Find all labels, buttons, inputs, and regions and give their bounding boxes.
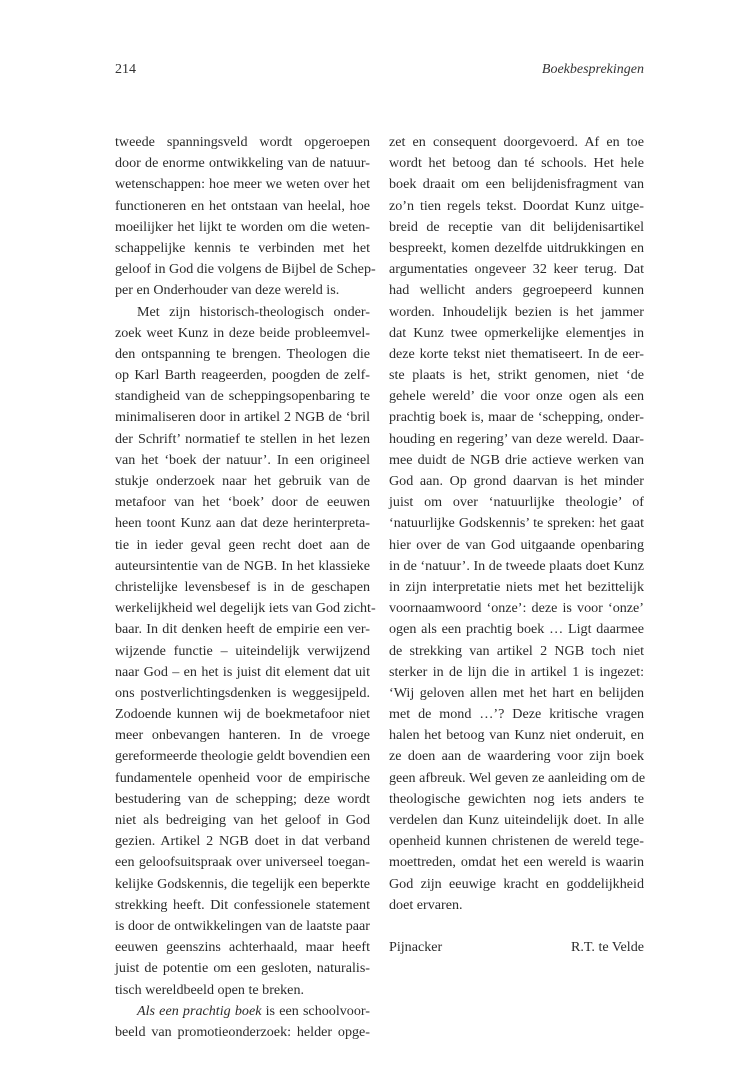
text-line: hier over de van God uitgaande openbaring <box>389 536 644 553</box>
text-line: gereformeerde theologie geldt bovendien een <box>115 748 371 765</box>
text-line: is door de ontwikkelingen van de laatste paar <box>115 917 370 934</box>
text-line: mee duidt de NGB drie actieve werken van <box>389 451 644 468</box>
text-line: sterker in de lijn die in artikel 1 is ingezet: <box>389 663 644 680</box>
text-line: zoek weet Kunz in deze beide probleemvel- <box>115 324 370 341</box>
text-line: ze doen aan de waardering voor zijn boek <box>389 748 644 765</box>
text-line: kelijke Godskennis, die tegelijk een beperkte <box>115 875 370 892</box>
text-line: had wellicht anders gegroepeerd kunnen <box>389 282 644 299</box>
text-line: geen afbreuk. Wel geven ze aanleiding om de <box>389 769 646 786</box>
text-line: wijzende functie – uiteindelijk verwijzend <box>115 642 370 659</box>
text-line: Met zijn historisch-theologisch onder- <box>137 303 370 320</box>
text-line: van het ‘boek der natuur’. In een origineel <box>115 451 370 468</box>
text-line: schappelijke kennis te verbinden met het <box>115 239 370 256</box>
text-line: juist om over ‘natuurlijke theologie’ of <box>389 494 644 511</box>
text-line: wordt het betoog dan té schools. Het hele <box>389 155 644 172</box>
text-line: doet ervaren. <box>389 896 463 913</box>
text-line: geloof in God die volgens de Bijbel de Schep- <box>115 261 376 278</box>
text-line: ogen als een prachtig boek … Ligt daarmee <box>389 621 644 638</box>
text-line: dat Kunz twee opmerkelijke elementjes in <box>389 324 644 341</box>
text-line: ste plaats is het, strikt genomen, niet ‘de <box>389 367 644 384</box>
text-line: deze korte tekst niet thematiseert. In de eer- <box>389 345 644 362</box>
text-line: eeuwen geenszins achterhaald, maar heeft <box>115 939 370 956</box>
text-line: baar. In dit denken heeft de empirie een ver- <box>115 621 370 638</box>
text-line: metafoor van het ‘boek’ door de eeuwen <box>115 494 370 511</box>
text-line: wetenschappen: hoe meer we weten over het <box>115 176 370 193</box>
text-line: God aan. Op grond daarvan is het minder <box>389 473 644 489</box>
text-line: ons postverlichtingsdenken is weggesijpeld. <box>115 684 370 701</box>
text-line: tweede spanningsveld wordt opgeroepen <box>115 134 370 150</box>
text-line: bestudering van de schepping; deze wordt <box>115 790 370 807</box>
text-line: op Karl Barth reageerden, poogden de zelf- <box>115 367 370 384</box>
text-line: strekking heeft. Dit confessionele statement <box>115 896 370 913</box>
text-line: functioneren en het ontstaan van heelal, hoe <box>115 197 370 214</box>
text-line: gezien. Artikel 2 NGB doet in dat verband <box>115 833 370 850</box>
text-line: naar God – en het is juist dit element dat uit <box>115 663 370 680</box>
text-line: moeilijker het lijkt te worden om die weten- <box>115 218 370 235</box>
text-line: ‘natuurlijke Godskennis’ te spreken: het gaat <box>389 515 644 532</box>
text-line: Zodoende kunnen wij de boekmetafoor niet <box>115 706 370 723</box>
text-line: in de ‘natuur’. In de tweede plaats doet Kunz <box>389 557 644 574</box>
text-line: in zijn interpretatie niets met het bezittelijk <box>389 578 644 595</box>
text-line: der Schrift’ normatief te stellen in het lezen <box>115 430 370 447</box>
text-line: theologische gewichten nog iets anders te <box>389 790 644 807</box>
text-line: openheid kunnen christenen de wereld tege- <box>389 833 644 850</box>
text-line: tie in ieder geval geen recht doet aan de <box>115 536 370 553</box>
text-line: de strekking van artikel 2 NGB toch niet <box>389 642 644 659</box>
text-line: argumentaties ongeveer 32 keer terug. Dat <box>389 261 644 278</box>
signature-author: R.T. te Velde <box>570 939 644 956</box>
text-line: gehele wereld’ die voor onze ogen als een <box>389 388 644 405</box>
text-line: houding en regering’ van deze wereld. Daar- <box>389 430 644 447</box>
text-line: verdelen dan Kunz uiteindelijk doet. In alle <box>389 812 644 828</box>
text-line: auteursintentie van de NGB. In het klassieke <box>115 557 370 574</box>
text-line: standigheid van de scheppingsopenbaring te <box>115 388 370 405</box>
text-line: heen toont Kunz aan dat deze herinterpreta- <box>115 515 370 532</box>
text-line: beeld van promotieonderzoek: helder opge- <box>115 1023 370 1040</box>
text-line: den ontspanning te brengen. Theologen die <box>115 345 370 362</box>
text-line: niet als bedreiging van het geloof in God <box>115 812 370 828</box>
text-line: boek draait om een belijdenisfragment van <box>389 176 644 193</box>
signature-place: Pijnacker <box>389 939 443 956</box>
text-line: meer onbevangen hanteren. In de vroege <box>115 727 370 744</box>
right-text-column <box>389 132 644 958</box>
text-line: zet en consequent doorgevoerd. Af en toe <box>389 134 644 150</box>
text-line: worden. Inhoudelijk bezien is het jammer <box>389 303 644 320</box>
text-line: met de mond …’? Deze kritische vragen <box>389 706 644 723</box>
text-line: minimaliseren door in artikel 2 NGB de ‘bril <box>115 409 370 426</box>
text-line: God zijn eeuwige kracht en goddelijkheid <box>389 875 644 892</box>
text-line: per en Onderhouder van deze wereld is. <box>115 282 340 299</box>
text-line: breid de receptie van dit belijdenisartikel <box>389 218 644 235</box>
text-fragment: is een schoolvoor- <box>261 1002 370 1019</box>
text-line: ‘Wij geloven allen met het hart en belijden <box>389 684 644 701</box>
text-line: door de enorme ontwikkeling van de natuur- <box>115 155 370 172</box>
text-line: zo’n tien regels tekst. Doordat Kunz uitge- <box>389 197 644 214</box>
page-number: 214 <box>115 62 136 77</box>
text-line: moettreden, omdat het een wereld is waarin <box>389 854 644 871</box>
text-line: voornaamwoord ‘onze’: deze is voor ‘onze’ <box>389 600 644 617</box>
left-text-column <box>115 132 376 1043</box>
text-line: christelijke levensbesef is in de geschapen <box>115 578 370 595</box>
text-line: tisch wereldbeeld open te breken. <box>115 981 305 998</box>
text-line: prachtig boek is, maar de ‘schepping, onder- <box>389 409 644 426</box>
text-line: een geloofsuitspraak over universeel toegan- <box>115 854 370 871</box>
text-line <box>115 1001 370 1022</box>
text-line: juist de potentie om een gesloten, naturalis- <box>115 960 370 977</box>
text-line: halen het betoog van Kunz niet onderuit, en <box>389 727 644 744</box>
book-title-italic: Als een prachtig boek <box>137 1002 262 1019</box>
text-line: werkelijkheid wel degelijk iets van God zicht- <box>115 600 376 617</box>
text-line: stukje onderzoek naar het gebruik van de <box>115 473 370 489</box>
running-header-title: Boekbesprekingen <box>541 62 644 77</box>
text-line: fundamentele openheid voor de empirische <box>115 769 370 786</box>
text-line: bespreekt, komen dezelfde uitdrukkingen en <box>389 239 644 256</box>
review-signature <box>389 937 644 958</box>
